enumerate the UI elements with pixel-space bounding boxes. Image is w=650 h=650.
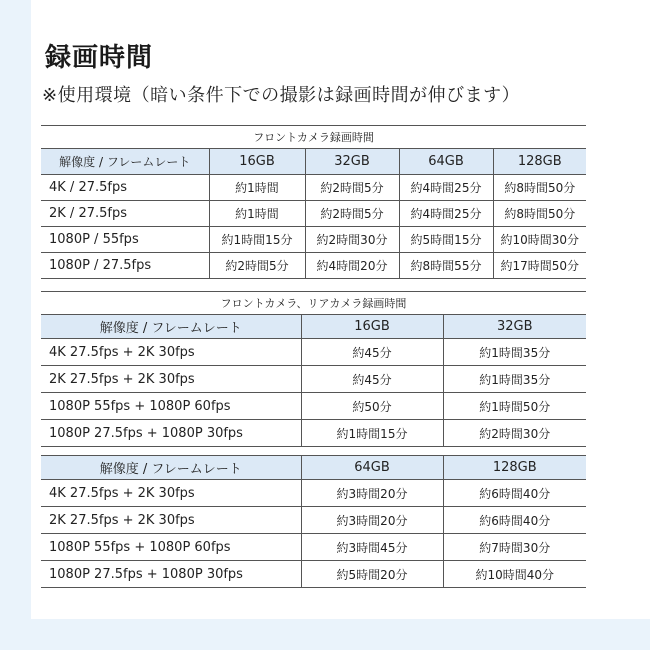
page-title: 録画時間 <box>45 43 154 73</box>
duration-cell: 約6時間40分 <box>443 480 586 507</box>
column-header: 64GB <box>301 456 443 480</box>
column-header: 16GB <box>301 315 443 339</box>
duration-cell: 約8時間50分 <box>493 201 586 227</box>
duration-cell: 約1時間 <box>209 175 305 201</box>
duration-cell: 約2時間30分 <box>443 420 586 447</box>
duration-cell: 約10時間30分 <box>493 227 586 253</box>
dual-camera-table-large <box>41 455 586 588</box>
duration-cell: 約2時間5分 <box>209 253 305 279</box>
usage-note: ※使用環境（暗い条件下での撮影は録画時間が伸びます） <box>42 85 521 106</box>
resolution-cell: 2K 27.5fps + 2K 30fps <box>41 507 301 534</box>
dual-camera-table-small <box>41 291 586 447</box>
duration-cell: 約50分 <box>301 393 443 420</box>
table-header <box>41 456 586 480</box>
resolution-cell: 2K / 27.5fps <box>41 201 209 227</box>
duration-cell: 約1時間15分 <box>301 420 443 447</box>
duration-cell: 約1時間35分 <box>443 339 586 366</box>
column-header: 16GB <box>209 149 305 175</box>
table-row <box>41 253 586 279</box>
table-row <box>41 175 586 201</box>
resolution-cell: 1080P 55fps + 1080P 60fps <box>41 534 301 561</box>
duration-cell: 約3時間20分 <box>301 507 443 534</box>
table-row <box>41 507 586 534</box>
table-row <box>41 227 586 253</box>
resolution-cell: 4K 27.5fps + 2K 30fps <box>41 339 301 366</box>
duration-cell: 約45分 <box>301 339 443 366</box>
duration-cell: 約1時間 <box>209 201 305 227</box>
table-row <box>41 480 586 507</box>
duration-cell: 約5時間15分 <box>399 227 493 253</box>
duration-cell: 約3時間20分 <box>301 480 443 507</box>
duration-cell: 約1時間50分 <box>443 393 586 420</box>
resolution-cell: 4K / 27.5fps <box>41 175 209 201</box>
resolution-cell: 1080P 27.5fps + 1080P 30fps <box>41 420 301 447</box>
column-header: 128GB <box>443 456 586 480</box>
front-camera-table <box>41 125 586 279</box>
column-header: 32GB <box>443 315 586 339</box>
column-header: 64GB <box>399 149 493 175</box>
duration-cell: 約10時間40分 <box>443 561 586 588</box>
table-caption: フロントカメラ、リアカメラ録画時間 <box>41 292 586 315</box>
duration-cell: 約1時間35分 <box>443 366 586 393</box>
duration-cell: 約17時間50分 <box>493 253 586 279</box>
table-row <box>41 366 586 393</box>
duration-cell: 約3時間45分 <box>301 534 443 561</box>
table-caption: フロントカメラ録画時間 <box>41 126 586 149</box>
duration-cell: 約6時間40分 <box>443 507 586 534</box>
duration-cell: 約5時間20分 <box>301 561 443 588</box>
duration-cell: 約4時間20分 <box>305 253 399 279</box>
table-header <box>41 315 586 339</box>
column-header: 解像度 / フレームレート <box>41 456 301 480</box>
duration-cell: 約7時間30分 <box>443 534 586 561</box>
column-header: 解像度 / フレームレート <box>41 149 209 175</box>
table-row <box>41 339 586 366</box>
column-header: 32GB <box>305 149 399 175</box>
column-header: 128GB <box>493 149 586 175</box>
column-header: 解像度 / フレームレート <box>41 315 301 339</box>
table-header <box>41 149 586 175</box>
duration-cell: 約1時間15分 <box>209 227 305 253</box>
table-row <box>41 534 586 561</box>
resolution-cell: 1080P 27.5fps + 1080P 30fps <box>41 561 301 588</box>
duration-cell: 約45分 <box>301 366 443 393</box>
resolution-cell: 1080P / 55fps <box>41 227 209 253</box>
resolution-cell: 2K 27.5fps + 2K 30fps <box>41 366 301 393</box>
duration-cell: 約2時間5分 <box>305 175 399 201</box>
table-row <box>41 561 586 588</box>
resolution-cell: 1080P / 27.5fps <box>41 253 209 279</box>
duration-cell: 約8時間50分 <box>493 175 586 201</box>
duration-cell: 約4時間25分 <box>399 175 493 201</box>
resolution-cell: 1080P 55fps + 1080P 60fps <box>41 393 301 420</box>
table-row <box>41 393 586 420</box>
table-row <box>41 201 586 227</box>
table-row <box>41 420 586 447</box>
duration-cell: 約8時間55分 <box>399 253 493 279</box>
duration-cell: 約4時間25分 <box>399 201 493 227</box>
duration-cell: 約2時間30分 <box>305 227 399 253</box>
resolution-cell: 4K 27.5fps + 2K 30fps <box>41 480 301 507</box>
duration-cell: 約2時間5分 <box>305 201 399 227</box>
